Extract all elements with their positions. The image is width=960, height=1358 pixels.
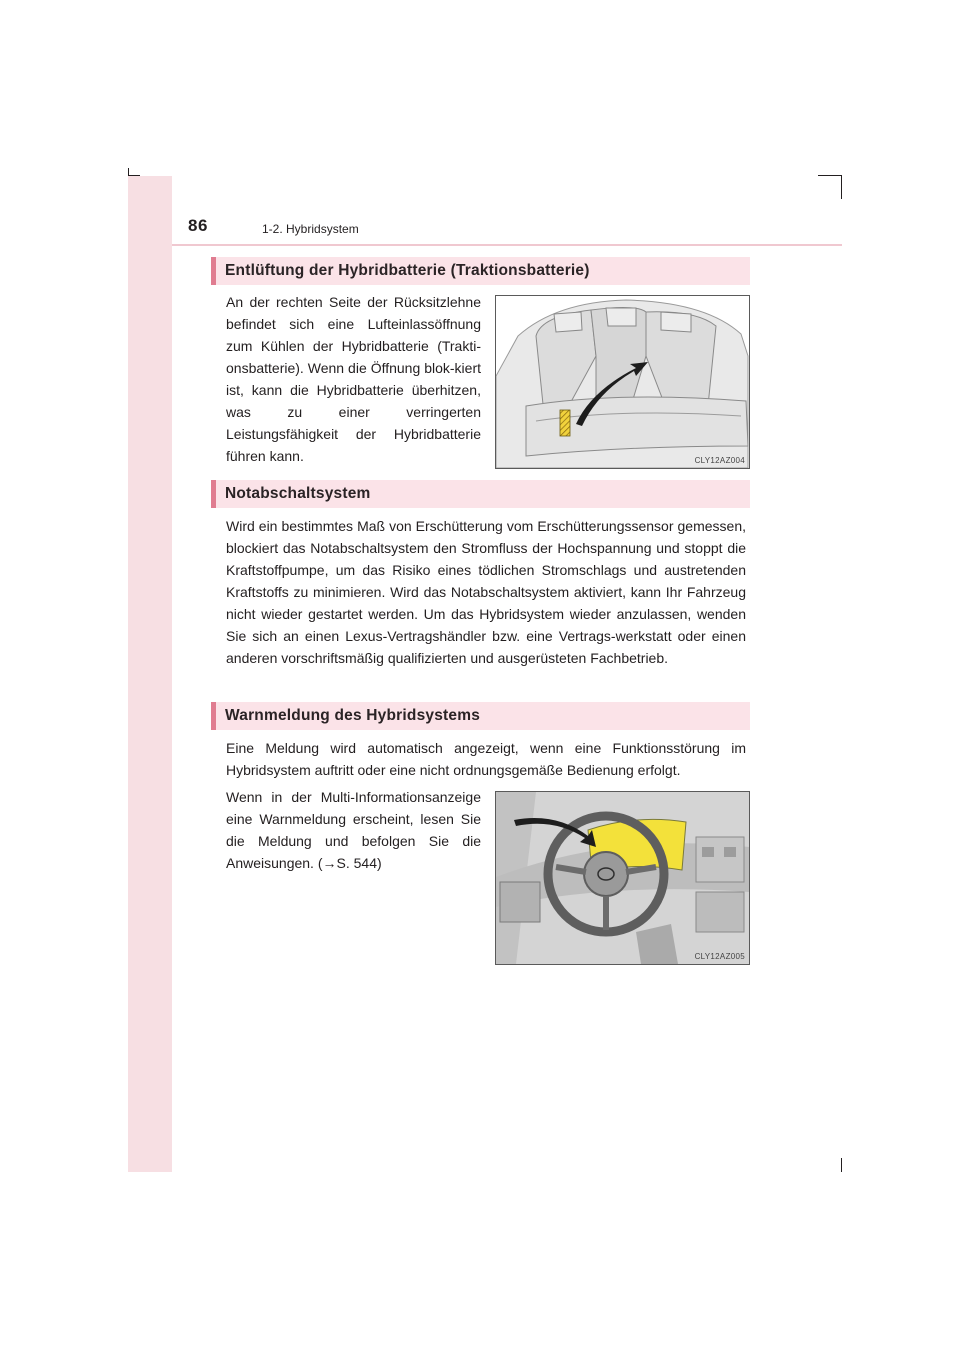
header-rule — [172, 244, 842, 246]
figure-code: CLY12AZ004 — [694, 456, 745, 465]
section-heading-hybrid-warning: Warnmeldung des Hybridsystems — [211, 702, 750, 730]
crop-mark-top-left-v — [128, 168, 129, 176]
paragraph-warning-instructions: Wenn in der Multi-Informationsanzeige eine Warnmeldung erscheint, lesen Sie die Meldung und befolgen Sie die Anweisungen. (→S. 544) — [226, 789, 481, 871]
figure-code: CLY12AZ005 — [694, 952, 745, 961]
air-intake-marker — [560, 410, 570, 436]
chapter-side-strip — [128, 176, 172, 1172]
paragraph-emergency-shutoff: Wird ein bestimmtes Maß von Erschütterung vom Erschütterungssensor gemessen, blockiert das Notabschaltsystem den Stromfluss der Hochspannung und stoppt die Kraftstoffpumpe, um das Risiko eines tödlichen Stromschlags und austretenden Kraftstoffs zu minimieren. Wird das Notabschaltsystem aktiviert, kann Ihr Fahrzeug nicht wieder gestartet werden. Um das Hybridsystem wieder anzulassen, wenden Sie sich an einen Lexus-Vertragshändler bzw. eine Vertrags-werkstatt oder einen anderen vorschriftsmäßig qualifizierten und ausgerüsteten Fachbetrieb. — [226, 518, 746, 666]
section-heading-battery-ventilation: Entlüftung der Hybridbatterie (Traktionsbatterie) — [211, 257, 750, 285]
running-head: 1-2. Hybridsystem — [262, 222, 359, 236]
dashboard-illustration — [496, 792, 749, 964]
rear-seat-illustration — [496, 296, 749, 468]
crop-mark-top-left — [128, 175, 140, 176]
page-number: 86 — [188, 216, 208, 235]
figure-dashboard-info-display — [495, 791, 750, 965]
section-heading-emergency-shutoff: Notabschaltsystem — [211, 480, 750, 508]
paragraph-warning-intro: Eine Meldung wird automatisch angezeigt, wenn eine Funktionsstörung im Hybridsystem auftritt oder eine nicht ordnungsgemäße Bedienung erfolgt. — [226, 740, 746, 778]
crop-mark-top-right-v — [841, 175, 842, 199]
paragraph-battery-ventilation: An der rechten Seite der Rücksitzlehne befindet sich eine Lufteinlassöffnung zum Kühlen der Hybridbatterie (Trakti-onsbatterie). Wenn die Öffnung blok-kiert ist, kann die Hybridbatterie überhitzen, was zu einer verringerten Leistungsfähigkeit der Hybridbatterie führen kann. — [226, 294, 481, 464]
figure-rear-seat-air-intake — [495, 295, 750, 469]
crop-mark-bottom-right — [841, 1158, 842, 1172]
crop-mark-top-right — [818, 175, 842, 176]
